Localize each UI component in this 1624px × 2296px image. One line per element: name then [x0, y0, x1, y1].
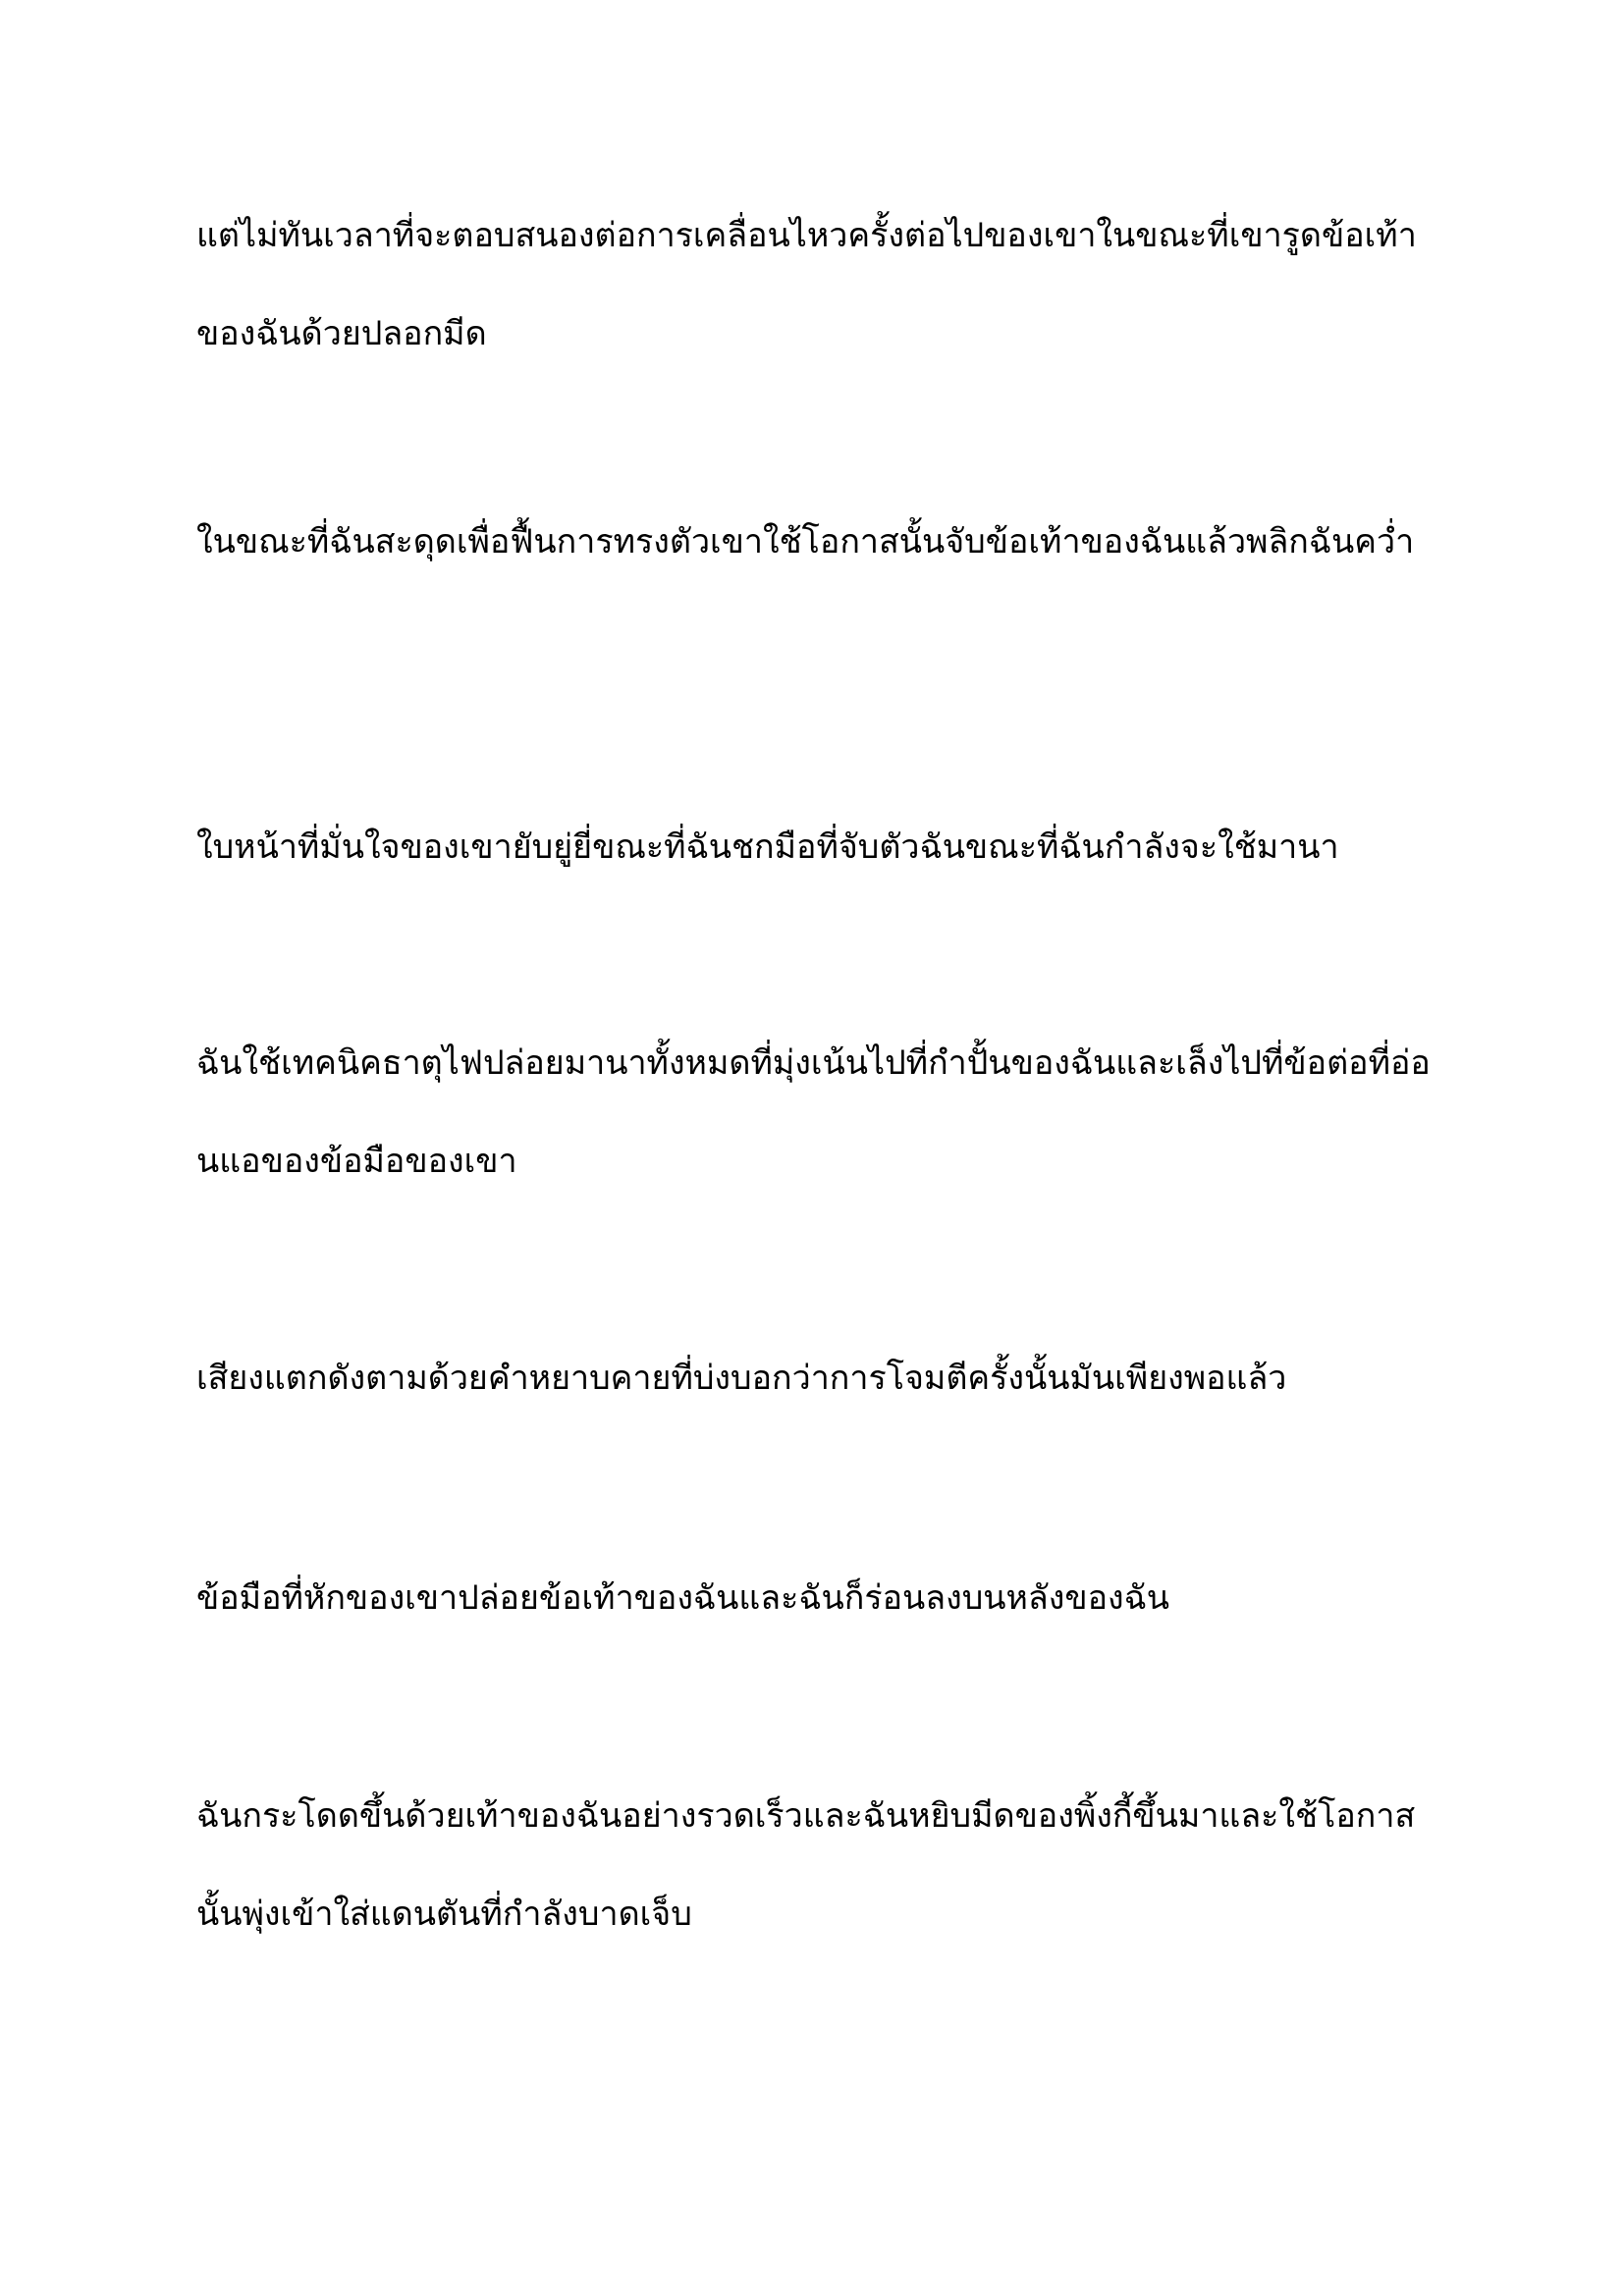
paragraph-1: แต่ไม่ทันเวลาที่จะตอบสนองต่อการเคลื่อนไหวครั้งต่อไปของเขาในขณะที่เขารูดข้อเท้าของฉันด้วยปลอกมีด: [196, 216, 1417, 353]
paragraph-6: ข้อมือที่หักของเขาปล่อยข้อเท้าของฉันและฉันก็ร่อนลงบนหลังของฉัน: [196, 1578, 1170, 1618]
paragraph-5: เสียงแตกดังตามด้วยคำหยาบคายที่บ่งบอกว่าการโจมตีครั้งนั้นมันเพียงพอแล้ว: [196, 1359, 1287, 1398]
paragraph-2: ในขณะที่ฉันสะดุดเพื่อฟื้นการทรงตัวเขาใช้โอกาสนั้นจับข้อเท้าของฉันแล้วพลิกฉันคว่ำ: [196, 522, 1415, 561]
paragraph-4: ฉันใช้เทคนิคธาตุไฟปล่อยมานาทั้งหมดที่มุ่งเน้นไปที่กำปั้นของฉันและเล็งไปที่ข้อต่อที่อ่อนแอของข้อมือของเขา: [196, 1043, 1431, 1181]
paragraph-3: ใบหน้าที่มั่นใจของเขายับยู่ยี่ขณะที่ฉันชกมือที่จับตัวฉันขณะที่ฉันกำลังจะใช้มานา: [196, 828, 1339, 867]
paragraph-7: ฉันกระโดดขึ้นด้วยเท้าของฉันอย่างรวดเร็วและฉันหยิบมีดของพิ้งกี้ขึ้นมาและใช้โอกาสนั้นพุ่งเข้าใส่แดนตันที่กำลังบาดเจ็บ: [196, 1796, 1416, 1934]
